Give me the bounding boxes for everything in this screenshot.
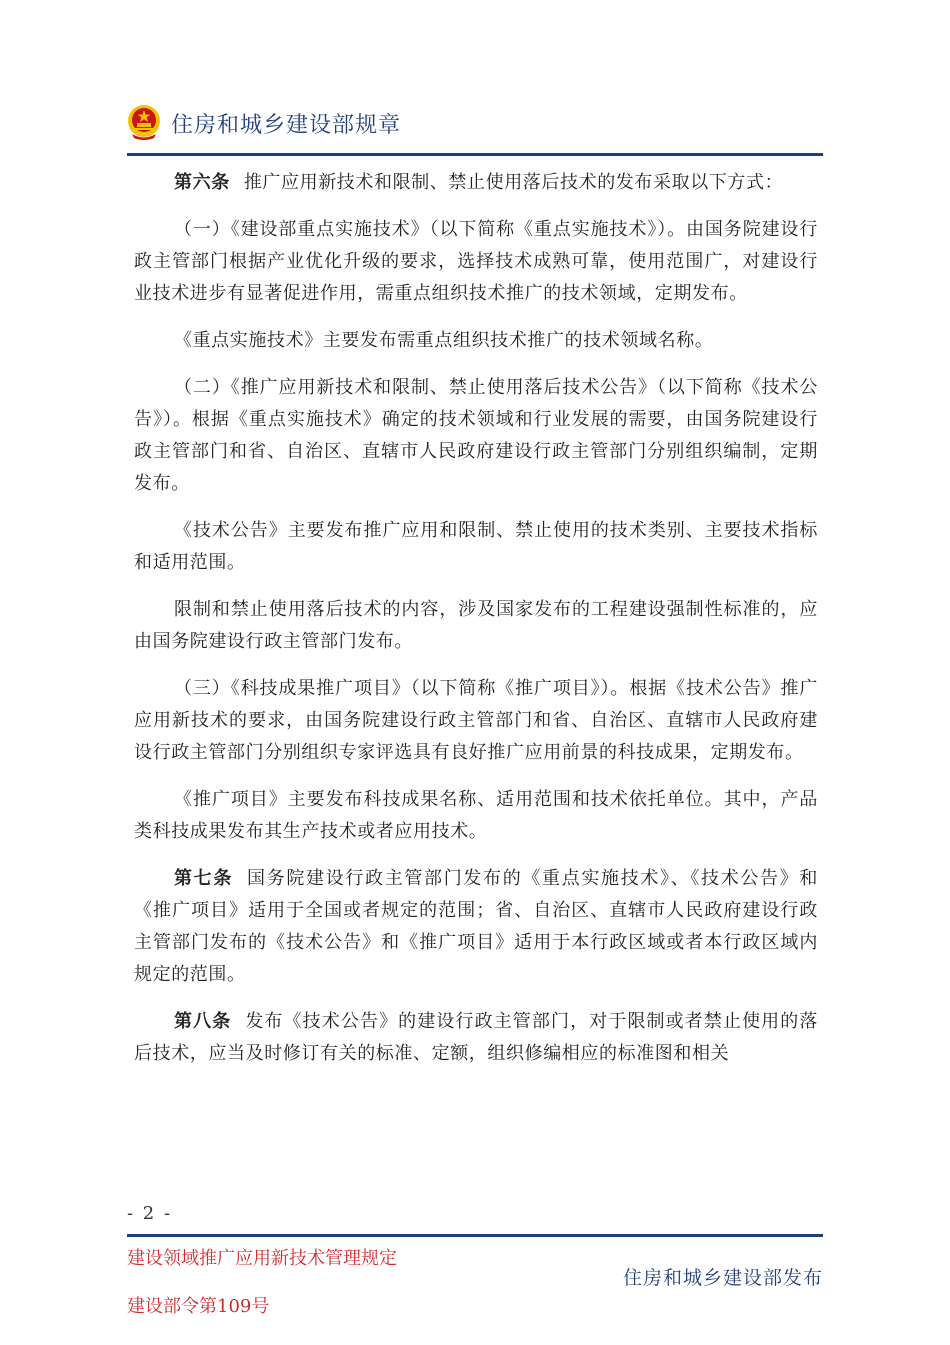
paragraph-text: 限制和禁止使用落后技术的内容，涉及国家发布的工程建设强制性标准的，应由国务院建设行政主管部门发布。 [134, 599, 818, 652]
paragraph [134, 372, 818, 500]
paragraph-text: （一）《建设部重点实施技术》（以下简称《重点实施技术》）。由国务院建设行政主管部门根据产业优化升级的要求，选择技术成熟可靠，使用范围广，对建设行业技术进步有显著促进作用，需重点组织技术推广的技术领域，定期发布。 [134, 219, 818, 304]
paragraph-text: 《重点实施技术》主要发布需重点组织技术推广的技术领域名称。 [174, 330, 714, 351]
article-heading: 第六条 [174, 172, 230, 193]
paragraph-text: 发布《技术公告》的建设行政主管部门，对于限制或者禁止使用的落后技术，应当及时修订有关的标准、定额，组织修编相应的标准图和相关 [134, 1011, 818, 1064]
document-body [134, 167, 818, 1085]
footer-doc-title: 建设领域推广应用新技术管理规定 [127, 1248, 397, 1269]
paragraph-article-8 [134, 1006, 818, 1070]
paragraph-article-7 [134, 863, 818, 991]
national-emblem-icon [127, 104, 161, 140]
paragraph-article-6 [134, 167, 818, 199]
page-header [127, 102, 823, 156]
paragraph-text: （二）《推广应用新技术和限制、禁止使用落后技术公告》（以下简称《技术公告》）。根据《重点实施技术》确定的技术领域和行业发展的需要，由国务院建设行政主管部门和省、自治区、直辖市人民政府建设行政主管部门分别组织编制，定期发布。 [134, 377, 818, 494]
article-heading: 第八条 [174, 1011, 232, 1032]
paragraph [134, 214, 818, 310]
paragraph-text: （三）《科技成果推广项目》（以下简称《推广项目》）。根据《技术公告》推广应用新技术的要求，由国务院建设行政主管部门和省、自治区、直辖市人民政府建设行政主管部门分别组织专家评选具有良好推广应用前景的科技成果，定期发布。 [134, 678, 818, 763]
paragraph-text: 《技术公告》主要发布推广应用和限制、禁止使用的技术类别、主要技术指标和适用范围。 [134, 520, 818, 573]
paragraph [134, 325, 818, 357]
footer-publisher: 住房和城乡建设部发布 [622, 1267, 823, 1289]
paragraph-text: 推广应用新技术和限制、禁止使用落后技术的发布采取以下方式： [243, 172, 784, 193]
paragraph-text: 《推广项目》主要发布科技成果名称、适用范围和技术依托单位。其中，产品类科技成果发布其生产技术或者应用技术。 [134, 789, 818, 842]
paragraph [134, 594, 818, 658]
paragraph [134, 784, 818, 848]
page-number: - 2 - [127, 1203, 173, 1224]
paragraph [134, 515, 818, 579]
footer-doc-number: 建设部令第109号 [127, 1296, 270, 1317]
paragraph [134, 673, 818, 769]
paragraph-text: 国务院建设行政主管部门发布的《重点实施技术》、《技术公告》和《推广项目》适用于全国或者规定的范围；省、自治区、直辖市人民政府建设行政主管部门发布的《技术公告》和《推广项目》适用于本行政区域或者本行政区域内规定的范围。 [134, 868, 818, 985]
header-divider [127, 153, 823, 156]
header-title: 住房和城乡建设部规章 [171, 113, 402, 138]
article-heading: 第七条 [174, 868, 234, 889]
footer-divider [127, 1234, 823, 1237]
